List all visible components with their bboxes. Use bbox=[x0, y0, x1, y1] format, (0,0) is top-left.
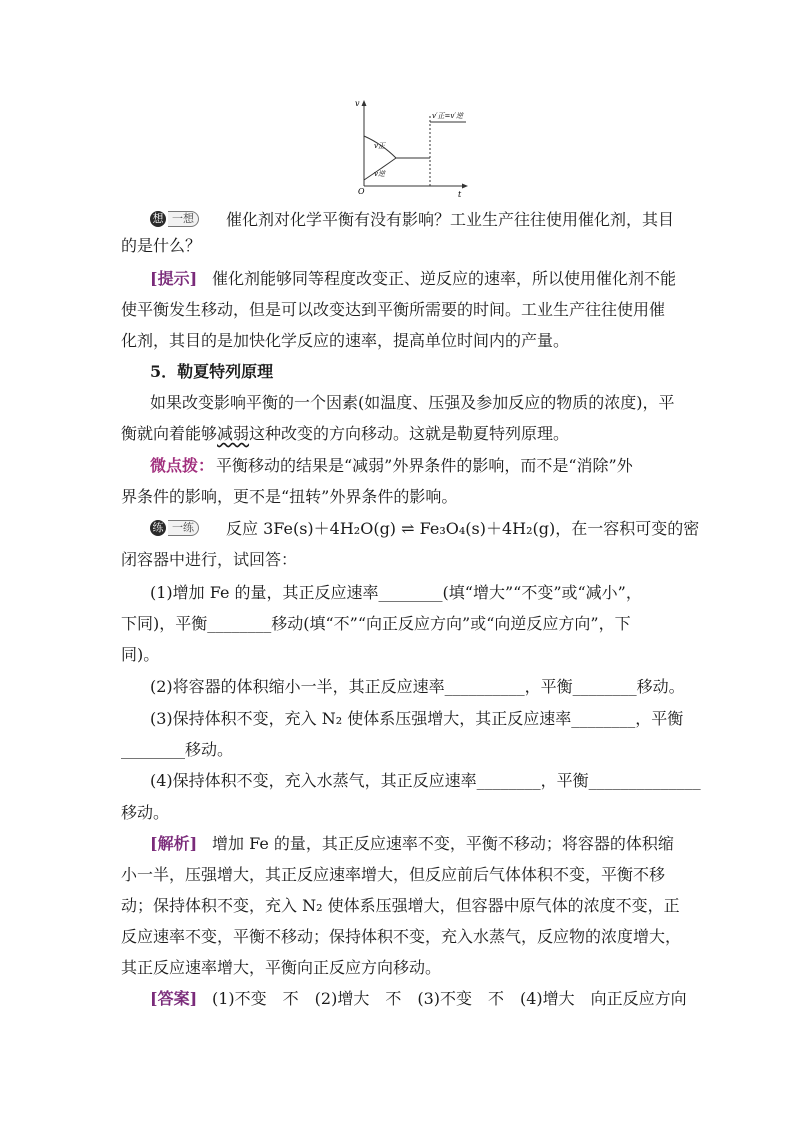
x-axis-label: t bbox=[458, 190, 462, 199]
practice-tag-text: 一练 bbox=[168, 520, 199, 536]
x-axis-arrow bbox=[462, 184, 468, 189]
forward-rate-label: v正 bbox=[374, 142, 385, 150]
think-question-2: 的是什么？ bbox=[121, 236, 202, 255]
analysis-text-2: 小一半，压强增大，其正反应速率增大，但反应前后气体体积不变，平衡不移 bbox=[121, 865, 666, 884]
hint-text-1: 催化剂能够同等程度改变正、逆反应的速率，所以使用催化剂不能 bbox=[212, 269, 677, 288]
answer-label: [答案] bbox=[150, 989, 198, 1008]
q3-text-1: (3)保持体积不变，充入 N₂ 使体系压强增大，其正反应速率________，平衡 bbox=[150, 709, 684, 728]
principle-text-2 bbox=[121, 424, 569, 444]
hint-text-3: 化剂，其目的是加快化学反应的速率，提高单位时间内的产量。 bbox=[121, 331, 570, 350]
analysis-text-5: 其正反应速率增大，平衡向正反应方向移动。 bbox=[121, 958, 442, 977]
q1-text-1: (1)增加 Fe 的量，其正反应速率________(填“增大”“不变”或“减小”， bbox=[150, 583, 642, 602]
think-tag-text: 一想 bbox=[168, 211, 199, 227]
hint-label: [提示] bbox=[150, 269, 198, 288]
q3-text-2: ________移动。 bbox=[121, 740, 234, 759]
analysis-text-1: 增加 Fe 的量，其正反应速率不变，平衡不移动；将容器的体积缩 bbox=[212, 834, 674, 853]
tip-text-1: 平衡移动的结果是“减弱”外界条件的影响，而不是“消除”外 bbox=[216, 456, 633, 475]
hint-text-2: 使平衡发生移动，但是可以改变达到平衡所需要的时间。工业生产往往使用催 bbox=[121, 300, 666, 319]
principle-text-1: 如果改变影响平衡的一个因素(如温度、压强及参加反应的物质的浓度)，平 bbox=[150, 393, 675, 412]
analysis-text-4: 反应速率不变，平衡不移动；保持体积不变，充入水蒸气，反应物的浓度增大， bbox=[121, 927, 682, 946]
principle-text-2c: 这种改变的方向移动。这就是勒夏特列原理。 bbox=[249, 424, 570, 443]
practice-reaction: 反应 3Fe(s)＋4H₂O(g) ⇌ Fe₃O₄(s)＋4H₂(g)，在一容积可变的密 bbox=[226, 519, 700, 538]
tip-label: 微点拨： bbox=[150, 456, 215, 475]
section-title: 5．勒夏特列原理 bbox=[150, 362, 274, 381]
practice-tag-symbol: 练 bbox=[150, 520, 166, 536]
practice-tag bbox=[150, 519, 205, 536]
tip-text-2: 界条件的影响，更不是“扭转”外界条件的影响。 bbox=[121, 487, 458, 506]
answer-text: (1)不变 不 (2)增大 不 (3)不变 不 (4)增大 向正反应方向 bbox=[212, 989, 687, 1008]
reverse-rate-label: v逆 bbox=[374, 170, 385, 178]
q4-text-1: (4)保持体积不变，充入水蒸气，其正反应速率________，平衡______________ bbox=[150, 771, 701, 790]
think-tag-symbol: 想 bbox=[150, 211, 166, 227]
y-axis-label: v bbox=[355, 99, 360, 108]
q1-text-2: 下同)，平衡________移动(填“不”“向正反应方向”或“向逆反应方向”，下 bbox=[121, 614, 631, 633]
rate-time-graph-svg bbox=[352, 96, 474, 200]
principle-text-2a: 衡就向着能够 bbox=[121, 424, 218, 443]
think-question-1: 催化剂对化学平衡有没有影响？工业生产往往使用催化剂，其目 bbox=[226, 210, 675, 229]
y-axis-arrow bbox=[362, 100, 367, 106]
analysis-label: [解析] bbox=[150, 834, 198, 853]
q2-text-1: (2)将容器的体积缩小一半，其正反应速率__________，平衡________移动。 bbox=[150, 677, 685, 696]
q1-text-3: 同)。 bbox=[121, 645, 160, 664]
q4-text-2: 移动。 bbox=[121, 803, 170, 822]
origin-label: O bbox=[358, 187, 365, 196]
rate-time-graph bbox=[352, 96, 474, 200]
analysis-text-3: 动；保持体积不变，充入 N₂ 使体系压强增大，但容器中原气体的浓度不变，正 bbox=[121, 896, 680, 915]
think-tag bbox=[150, 210, 205, 227]
principle-keyword: 减弱 bbox=[217, 424, 250, 443]
practice-intro-2: 闭容器中进行，试回答： bbox=[121, 550, 298, 569]
equal-rate-label: v′正=v′逆 bbox=[432, 112, 463, 120]
